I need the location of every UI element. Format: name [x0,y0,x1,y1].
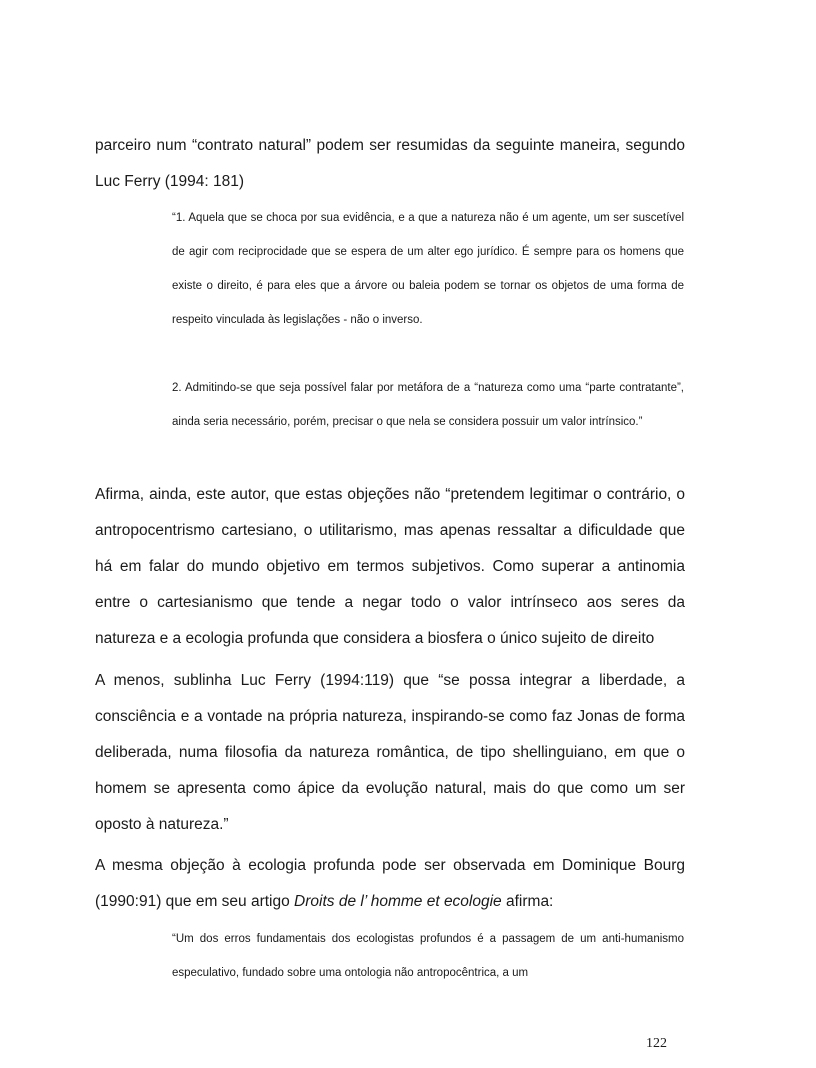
article-title: Droits de l’ homme et ecologie [294,893,502,910]
bourg-text-before: A mesma objeção à ecologia profunda pode ser observada em Dominique Bourg (1990:91) que em seu artigo [95,857,685,910]
quote-bourg: “Um dos erros fundamentais dos ecologistas profundos é a passagem de um anti-humanismo especulativo, fundado sobre uma ontologia não antropocêntrica, a um [172,933,684,979]
bourg-text-after: afirma: [501,893,554,910]
page-number: 122 [646,1036,667,1051]
paragraph-bourg [95,848,685,920]
paragraph-luc-ferry: A menos, sublinha Luc Ferry (1994:119) que “se possa integrar a liberdade, a consciência e a vontade na própria natureza, inspirando-se como faz Jonas de forma deliberada, numa filosofia da natureza romântica, de tipo shellinguiano, em que o homem se apresenta como ápice da evolução natural, mais do que como um ser oposto à natureza.” [95,672,685,833]
intro-line-2: Luc Ferry (1994: 181) [95,173,245,190]
intro-paragraph [95,128,685,200]
quote-item-1: “1. Aquela que se choca por sua evidência, e a que a natureza não é um agente, um ser suscetível de agir com reciprocidade que se espera de um alter ego jurídico. É sempre para os homens que existe o direito, é para eles que a árvore ou baleia podem se tornar os objetos de uma forma de respeito vinculada às legislações - não o inverso. [172,212,684,326]
paragraph-objections: Afirma, ainda, este autor, que estas objeções não “pretendem legitimar o contrário, o antropocentrismo cartesiano, o utilitarismo, mas apenas ressaltar a dificuldade que há em falar do mundo objetivo em termos subjetivos. Como superar a antinomia entre o cartesianismo que tende a negar todo o valor intrínseco aos seres da natureza e a ecologia profunda que considera a biosfera o único sujeito de direito [95,486,685,647]
intro-line-1: parceiro num “contrato natural” podem ser resumidas da seguinte maneira, segundo [95,137,685,154]
quote-item-2: 2. Admitindo-se que seja possível falar por metáfora de a “natureza como uma “parte contratante”, ainda seria necessário, porém, precisar o que nela se considera possuir um valor intrínsico.” [172,382,684,428]
